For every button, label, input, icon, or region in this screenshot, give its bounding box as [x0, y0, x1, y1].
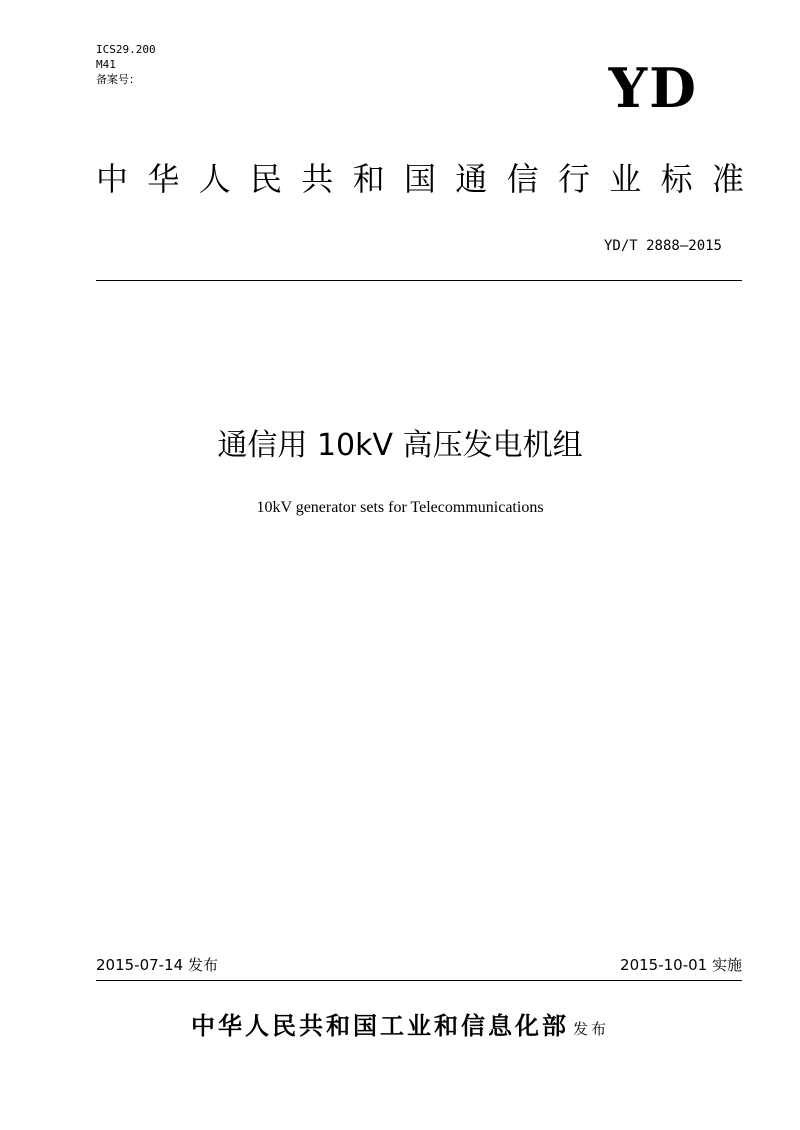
standard-title-char: 标 — [660, 160, 693, 198]
yd-logo: YD — [608, 56, 698, 120]
standard-title-char: 民 — [249, 160, 282, 198]
standard-title-char: 准 — [711, 160, 744, 198]
record-number-label: 备案号： — [96, 73, 140, 86]
issue-date: 2015-07-14 发布 — [96, 956, 218, 974]
header-meta — [96, 42, 156, 87]
publisher-suffix: 发布 — [572, 1020, 609, 1038]
document-title-english: 10kV generator sets for Telecommunications — [256, 499, 544, 516]
standard-title-char: 华 — [147, 160, 180, 198]
standard-title-char: 人 — [198, 160, 231, 198]
standard-title-char: 中 — [96, 160, 129, 198]
effective-date: 2015-10-01 实施 — [620, 956, 742, 974]
standard-title-char: 行 — [557, 160, 590, 198]
ics-code: ICS29.200 — [96, 43, 156, 56]
document-title: 通信用 10kV 高压发电机组 — [217, 428, 583, 463]
standard-title-char: 国 — [403, 160, 436, 198]
classification-code: M41 — [96, 58, 116, 71]
standard-title-char: 信 — [506, 160, 539, 198]
publisher — [0, 1008, 800, 1044]
standard-title-char: 和 — [352, 160, 385, 198]
standard-category-title — [96, 156, 744, 202]
standard-title-char: 业 — [609, 160, 642, 198]
bottom-divider — [96, 980, 742, 981]
standard-number: YD/T 2888—2015 — [603, 238, 722, 254]
publisher-name: 中华人民共和国工业和信息化部 — [190, 1012, 569, 1040]
top-divider — [96, 280, 742, 281]
standard-title-char: 通 — [455, 160, 488, 198]
standard-title-char: 共 — [301, 160, 334, 198]
